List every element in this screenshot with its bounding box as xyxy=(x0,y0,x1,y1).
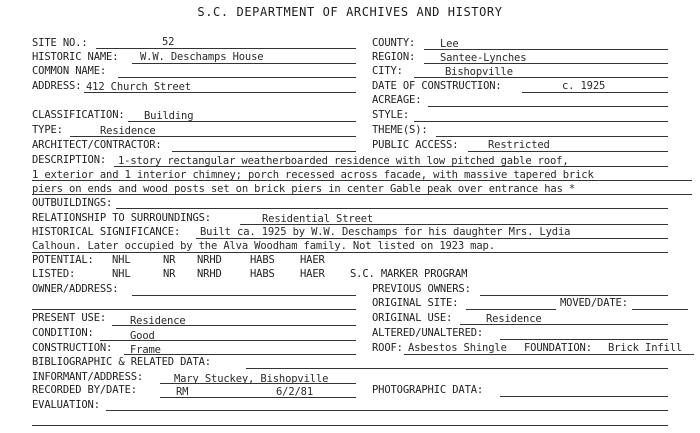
significance-line-1: Built ca. 1925 by W.W. Deschamps for his daughter Mrs. Lydia xyxy=(200,226,571,238)
significance-label: HISTORICAL SIGNIFICANCE: xyxy=(32,226,181,238)
listed-haer: HAER xyxy=(300,268,325,280)
site-no-label: SITE NO.: xyxy=(32,37,88,49)
listed-nrhd: NRHD xyxy=(197,268,222,280)
relationship-value: Residential Street xyxy=(262,213,374,225)
original-use-value: Residence xyxy=(486,313,542,325)
marker-program-label: S.C. MARKER PROGRAM xyxy=(350,268,468,280)
present-use-rule xyxy=(112,325,356,326)
city-label: CITY: xyxy=(372,65,403,77)
city-rule xyxy=(414,77,668,78)
address-value: 412 Church Street xyxy=(86,81,191,93)
condition-rule xyxy=(100,340,356,341)
description-line-2: 1 exterior and 1 interior chimney; porch recessed across facade, with massive tapered brick xyxy=(32,169,594,181)
significance-rule-1 xyxy=(196,238,668,239)
style-rule xyxy=(414,121,668,122)
outbuildings-label: OUTBUILDINGS: xyxy=(32,197,113,209)
condition-value: Good xyxy=(130,330,155,342)
outbuildings-rule xyxy=(116,208,668,209)
moved-date-label: MOVED/DATE: xyxy=(560,297,628,309)
recorded-by-value: RM xyxy=(176,386,189,398)
roof-value: Asbestos Shingle xyxy=(408,342,507,354)
architect-rule xyxy=(172,151,356,152)
owner-address-rule-2 xyxy=(32,309,356,310)
photographic-rule xyxy=(500,396,668,397)
description-line-3: piers on ends and wood posts set on brick piers in center Gable peak over entrance has * xyxy=(32,183,576,195)
potential-haer: HAER xyxy=(300,254,325,266)
potential-habs: HABS xyxy=(250,254,275,266)
present-use-value: Residence xyxy=(130,315,186,327)
listed-nr: NR xyxy=(163,268,176,280)
city-value: Bishopville xyxy=(445,66,513,78)
listed-nhl: NHL xyxy=(112,268,131,280)
foundation-label: FOUNDATION: xyxy=(524,342,592,354)
address-rule xyxy=(84,92,356,93)
foundation-value: Brick Infill xyxy=(608,342,683,354)
classification-rule xyxy=(128,121,356,122)
date-construction-value: c. 1925 xyxy=(562,80,606,92)
form-title: S.C. DEPARTMENT OF ARCHIVES AND HISTORY xyxy=(197,5,503,19)
potential-label: POTENTIAL: xyxy=(32,254,94,266)
present-use-label: PRESENT USE: xyxy=(32,312,107,324)
listed-label: LISTED: xyxy=(32,268,76,280)
type-value: Residence xyxy=(100,125,156,137)
previous-owners-label: PREVIOUS OWNERS: xyxy=(372,283,471,295)
evaluation-rule-2 xyxy=(32,425,668,426)
classification-label: CLASSIFICATION: xyxy=(32,109,125,121)
altered-label: ALTERED/UNALTERED: xyxy=(372,327,484,339)
public-access-label: PUBLIC ACCESS: xyxy=(372,139,459,151)
original-use-rule xyxy=(460,324,668,325)
county-label: COUNTY: xyxy=(372,37,416,49)
date-construction-rule xyxy=(522,92,668,93)
type-rule xyxy=(70,136,356,137)
region-value: Santee-Lynches xyxy=(440,52,527,64)
construction-rule xyxy=(124,354,356,355)
construction-label: CONSTRUCTION: xyxy=(32,342,113,354)
previous-owners-rule xyxy=(480,295,668,296)
acreage-label: ACREAGE: xyxy=(372,94,422,106)
original-use-label: ORIGINAL USE: xyxy=(372,312,453,324)
architect-label: ARCHITECT/CONTRACTOR: xyxy=(32,139,162,151)
potential-nr: NR xyxy=(163,254,176,266)
altered-rule xyxy=(500,339,668,340)
site-no-value: 52 xyxy=(162,36,175,48)
informant-rule xyxy=(160,383,356,384)
roof-foundation-rule xyxy=(404,354,694,355)
bibliographic-label: BIBLIOGRAPHIC & RELATED DATA: xyxy=(32,356,211,368)
construction-value: Frame xyxy=(130,344,161,356)
style-label: STYLE: xyxy=(372,109,410,121)
themes-label: THEME(S): xyxy=(372,124,428,136)
listed-habs: HABS xyxy=(250,268,275,280)
relationship-rule xyxy=(240,224,668,225)
recorded-rule xyxy=(160,397,356,398)
informant-label: INFORMANT/ADDRESS: xyxy=(32,371,144,383)
evaluation-label: EVALUATION: xyxy=(32,399,100,411)
type-label: TYPE: xyxy=(32,124,63,136)
date-construction-label: DATE OF CONSTRUCTION: xyxy=(372,80,502,92)
historic-name-label: HISTORIC NAME: xyxy=(32,51,119,63)
address-label: ADDRESS: xyxy=(32,80,82,92)
site-no-rule xyxy=(96,48,356,49)
historic-name-value: W.W. Deschamps House xyxy=(140,51,264,63)
original-site-rule xyxy=(466,309,556,310)
bibliographic-rule xyxy=(246,368,668,369)
informant-value: Mary Stuckey, Bishopville xyxy=(174,373,329,385)
region-label: REGION: xyxy=(372,51,416,63)
county-rule xyxy=(424,49,668,50)
region-rule xyxy=(424,63,668,64)
condition-label: CONDITION: xyxy=(32,327,94,339)
evaluation-rule xyxy=(106,410,668,411)
description-rule-3 xyxy=(32,194,692,195)
description-rule-1 xyxy=(114,166,668,167)
themes-rule xyxy=(436,136,668,137)
public-access-rule xyxy=(468,151,668,152)
public-access-value: Restricted xyxy=(488,139,550,151)
county-value: Lee xyxy=(440,38,459,50)
acreage-rule xyxy=(428,106,668,107)
recorded-date-value: 6/2/81 xyxy=(276,386,314,398)
significance-rule-2 xyxy=(32,252,668,253)
potential-nrhd: NRHD xyxy=(197,254,222,266)
description-line-1: 1-story rectangular weatherboarded residence with low pitched gable roof, xyxy=(118,155,569,167)
common-name-label: COMMON NAME: xyxy=(32,65,107,77)
recorded-label: RECORDED BY/DATE: xyxy=(32,384,137,396)
potential-nhl: NHL xyxy=(112,254,131,266)
common-name-rule xyxy=(118,77,356,78)
relationship-label: RELATIONSHIP TO SURROUNDINGS: xyxy=(32,212,211,224)
description-rule-2 xyxy=(32,180,692,181)
classification-value: Building xyxy=(144,110,194,122)
photographic-label: PHOTOGRAPHIC DATA: xyxy=(372,384,484,396)
moved-date-rule xyxy=(632,309,688,310)
owner-address-rule xyxy=(132,295,356,296)
description-label: DESCRIPTION: xyxy=(32,154,107,166)
original-site-label: ORIGINAL SITE: xyxy=(372,297,459,309)
roof-label: ROOF: xyxy=(372,342,403,354)
significance-line-2: Calhoun. Later occupied by the Alva Woodham family. Not listed on 1923 map. xyxy=(32,240,495,252)
owner-address-label: OWNER/ADDRESS: xyxy=(32,283,119,295)
historic-name-rule xyxy=(132,63,356,64)
